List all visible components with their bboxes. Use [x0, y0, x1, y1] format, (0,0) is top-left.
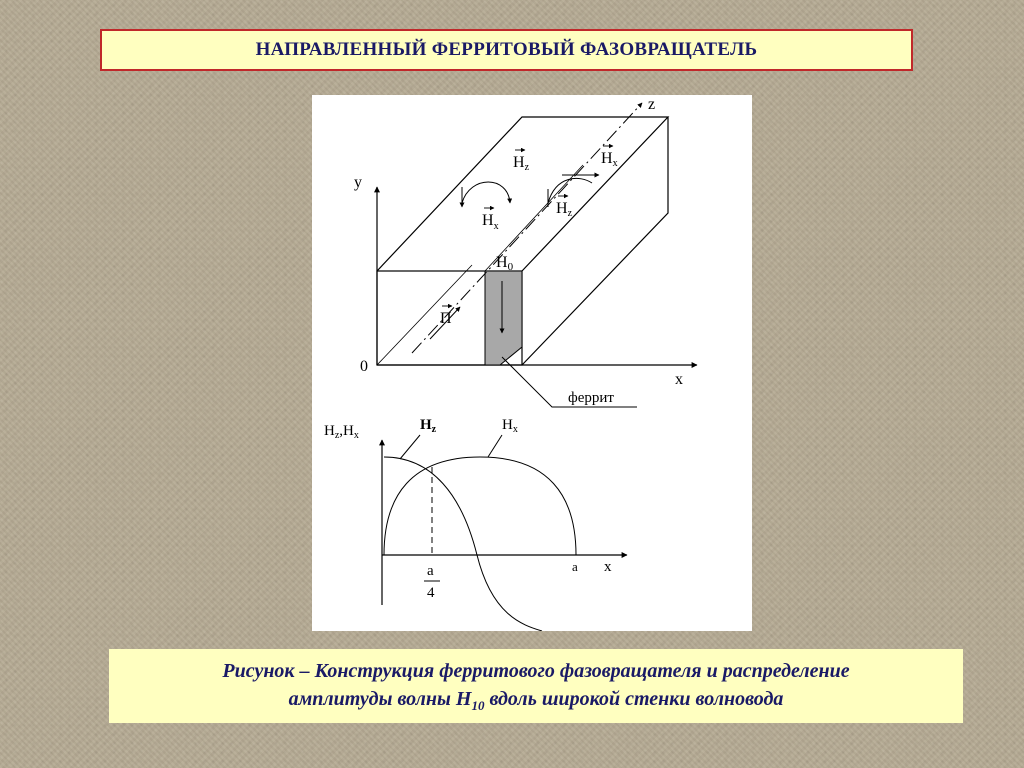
curve-hx: [384, 457, 576, 555]
bottom-edge: [377, 265, 472, 365]
label-h0: H0: [496, 254, 514, 273]
hz-leader: [400, 435, 420, 459]
waveguide-labels: [354, 96, 683, 406]
curve-hz: [384, 457, 542, 631]
label-origin: 0: [360, 358, 368, 375]
caption-line-1: Рисунок – Конструкция ферритового фазовращателя и распределение: [222, 660, 850, 682]
ferrite-shaded: [485, 271, 522, 365]
slide-title-text: НАПРАВЛЕННЫЙ ФЕРРИТОВЫЙ ФАЗОВРАЩАТЕЛЬ: [255, 39, 758, 60]
hz-loop-arc: [548, 178, 592, 203]
label-hz-top: Hz: [513, 154, 530, 173]
caption-line-2: амплитуды волны $H_{10}$ вдоль широкой стенки волновода: [288, 688, 784, 713]
tick-a4-num: a: [427, 563, 434, 579]
label-hx-top: Hx: [601, 150, 618, 169]
tick-a4-den: 4: [427, 585, 435, 601]
figure-diagram: [312, 95, 752, 631]
top-face: [377, 117, 668, 271]
label-y: y: [354, 174, 362, 191]
slide-title: [100, 29, 913, 71]
label-ferrite: феррит: [568, 390, 614, 406]
ferrite-plate: [485, 271, 522, 365]
label-pi: П: [440, 310, 452, 327]
figure-panel: [312, 95, 752, 631]
tick-a: a: [572, 559, 578, 574]
caption: [109, 649, 963, 723]
curve-hz-label: $H_z$: [420, 417, 437, 435]
label-z: z: [648, 96, 656, 113]
label-hx-loop: $H_x$: [482, 212, 499, 232]
waveguide-drawing: [377, 117, 697, 365]
hx-leader: [488, 435, 502, 457]
graph-y-label: $H_z,H_x$: [324, 423, 359, 441]
label-x: x: [675, 371, 683, 388]
amplitude-graph: [382, 435, 627, 631]
graph-x-label: x: [604, 559, 612, 575]
curve-hx-label: $H_x$: [502, 417, 518, 435]
hx-loop-arc: [462, 182, 510, 203]
label-hz-loop: Hz: [556, 200, 573, 219]
